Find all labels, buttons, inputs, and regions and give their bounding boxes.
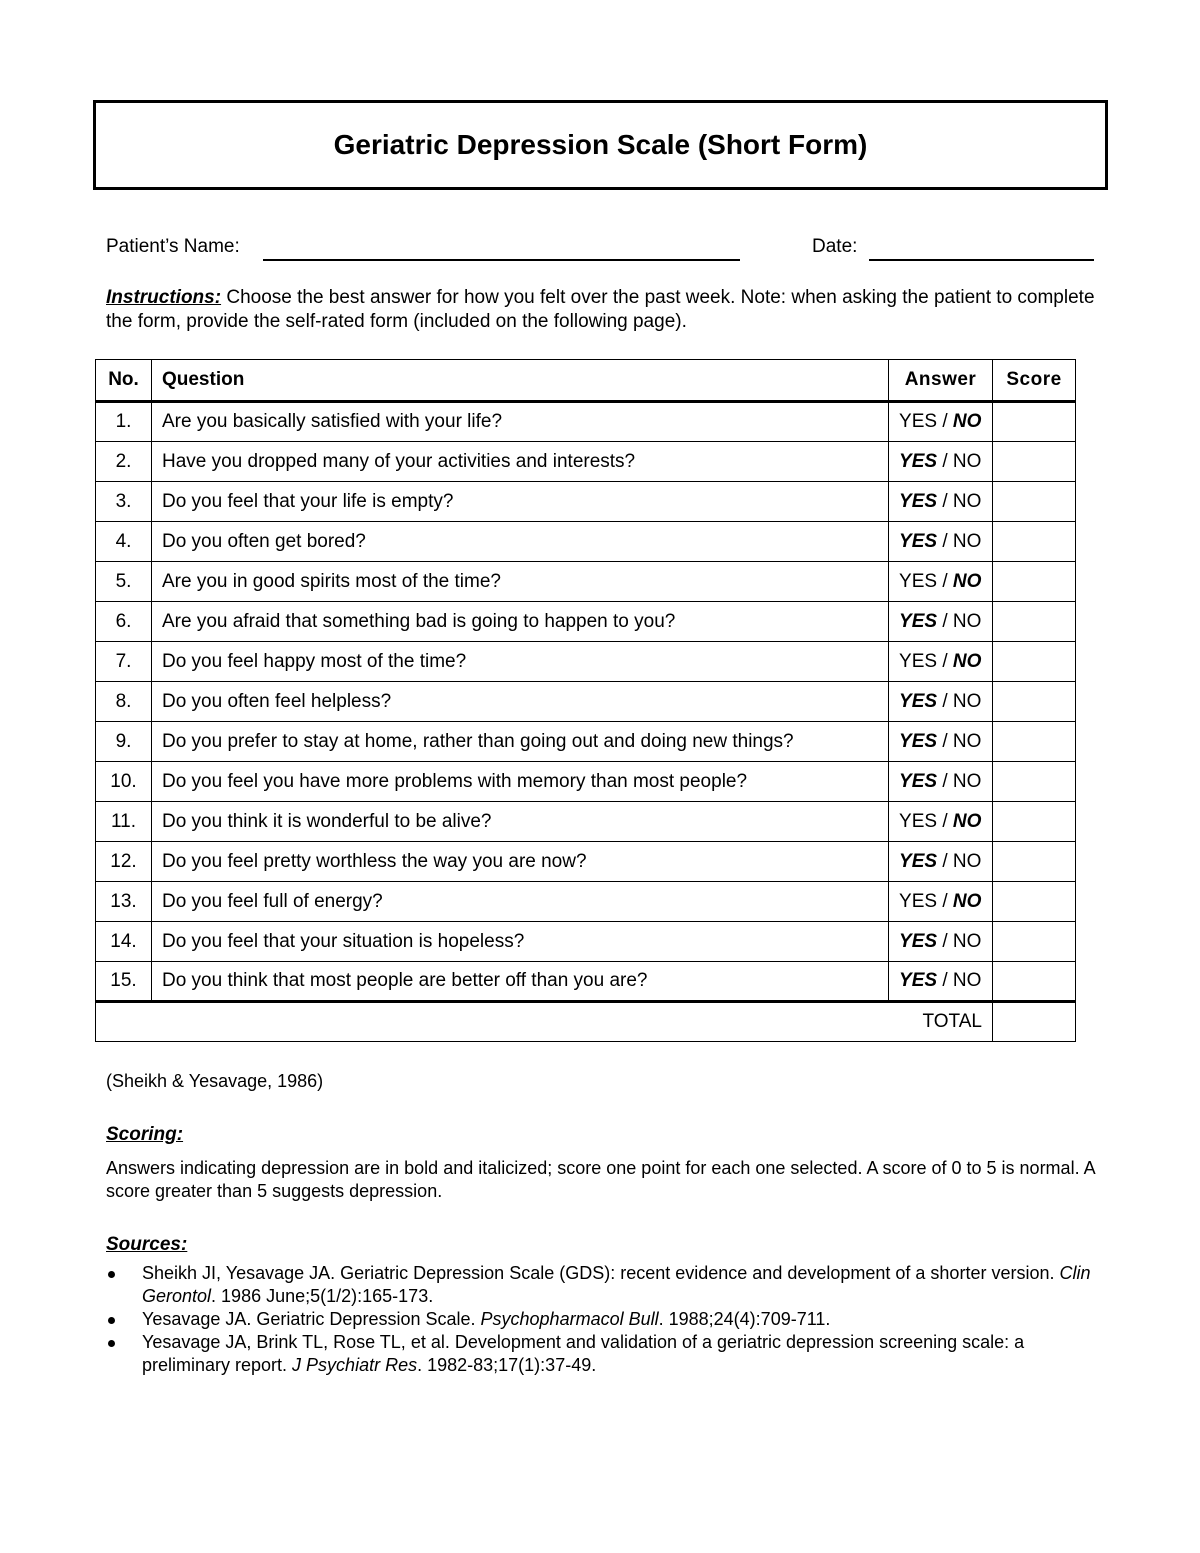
answer-yes[interactable]: YES (899, 930, 938, 952)
row-number: 7. (96, 642, 152, 682)
gds-table (95, 359, 1076, 1042)
row-answer[interactable] (889, 442, 993, 482)
row-question: Do you often get bored? (151, 522, 888, 562)
answer-slash: / (937, 650, 953, 672)
answer-slash: / (937, 411, 953, 432)
row-number: 2. (96, 442, 152, 482)
source-text: Sheikh JI, Yesavage JA. Geriatric Depression Scale (GDS): recent evidence and development of a shorter version. (142, 1263, 1060, 1283)
answer-slash: / (937, 970, 953, 991)
answer-no[interactable]: NO (952, 970, 982, 991)
row-answer[interactable] (889, 682, 993, 722)
source-item (106, 1331, 1096, 1377)
page-title: Geriatric Depression Scale (Short Form) (333, 129, 868, 160)
total-score-cell[interactable] (993, 1002, 1076, 1042)
row-number: 5. (96, 562, 152, 602)
table-row (96, 482, 1076, 522)
answer-no[interactable]: NO (952, 850, 982, 872)
table-row (96, 682, 1076, 722)
row-question: Are you in good spirits most of the time? (151, 562, 888, 602)
row-score-cell[interactable] (993, 442, 1076, 482)
answer-no[interactable]: NO (952, 570, 982, 592)
row-question: Do you think it is wonderful to be alive? (151, 802, 888, 842)
answer-yes[interactable]: YES (899, 690, 938, 712)
row-answer[interactable] (889, 802, 993, 842)
row-question: Do you feel that your situation is hopeless? (151, 922, 888, 962)
table-row (96, 762, 1076, 802)
answer-yes[interactable]: YES (899, 650, 938, 672)
header-no: No. (96, 360, 152, 402)
row-number: 9. (96, 722, 152, 762)
row-score-cell[interactable] (993, 842, 1076, 882)
row-question: Do you feel you have more problems with memory than most people? (151, 762, 888, 802)
answer-yes[interactable]: YES (899, 770, 938, 792)
answer-yes[interactable]: YES (899, 850, 938, 872)
row-answer[interactable] (889, 602, 993, 642)
row-score-cell[interactable] (993, 762, 1076, 802)
table-row (96, 442, 1076, 482)
table-row (96, 842, 1076, 882)
row-answer[interactable] (889, 722, 993, 762)
answer-no[interactable]: NO (952, 890, 982, 912)
row-answer[interactable] (889, 962, 993, 1002)
row-number: 11. (96, 802, 152, 842)
citation: (Sheikh & Yesavage, 1986) (106, 1071, 324, 1091)
answer-slash: / (937, 450, 953, 472)
row-question: Do you feel pretty worthless the way you are now? (151, 842, 888, 882)
row-answer[interactable] (889, 642, 993, 682)
title-box (93, 100, 1108, 190)
source-journal: Clin Gerontol (142, 1263, 1091, 1306)
answer-yes[interactable]: YES (899, 730, 938, 752)
answer-yes[interactable]: YES (899, 610, 938, 632)
date-line[interactable] (869, 259, 1094, 261)
row-number: 10. (96, 762, 152, 802)
source-text: Yesavage JA, Brink TL, Rose TL, et al. Development and validation of a geriatric depression screening scale: a preliminary report. (142, 1332, 1025, 1375)
answer-slash: / (937, 730, 953, 752)
answer-slash: / (937, 490, 953, 512)
row-number: 6. (96, 602, 152, 642)
table-row (96, 922, 1076, 962)
table-row (96, 602, 1076, 642)
row-question: Are you afraid that something bad is going to happen to you? (151, 602, 888, 642)
instructions (106, 286, 1096, 334)
header-score: Score (993, 360, 1076, 402)
answer-no[interactable]: NO (952, 450, 982, 472)
row-score-cell[interactable] (993, 402, 1076, 442)
answer-slash: / (937, 850, 953, 872)
row-number: 8. (96, 682, 152, 722)
row-score-cell[interactable] (993, 482, 1076, 522)
row-question: Do you feel happy most of the time? (151, 642, 888, 682)
answer-yes[interactable]: YES (899, 490, 938, 512)
date-label: Date: (812, 236, 858, 257)
answer-no[interactable]: NO (952, 610, 982, 632)
row-score-cell[interactable] (993, 562, 1076, 602)
row-answer[interactable] (889, 482, 993, 522)
source-item (106, 1308, 1096, 1331)
answer-yes[interactable]: YES (899, 450, 938, 472)
table-row (96, 802, 1076, 842)
row-answer[interactable] (889, 842, 993, 882)
answer-slash: / (937, 770, 953, 792)
patient-name-line[interactable] (263, 259, 740, 261)
row-score-cell[interactable] (993, 522, 1076, 562)
table-row (96, 522, 1076, 562)
table-row (96, 562, 1076, 602)
answer-no[interactable]: NO (952, 411, 982, 432)
row-score-cell[interactable] (993, 722, 1076, 762)
row-number: 3. (96, 482, 152, 522)
row-number: 1. (96, 402, 152, 442)
answer-yes[interactable]: YES (899, 530, 938, 552)
answer-slash: / (937, 890, 953, 912)
row-question: Are you basically satisfied with your life? (151, 402, 888, 442)
answer-slash: / (937, 930, 953, 952)
row-question: Have you dropped many of your activities and interests? (151, 442, 888, 482)
source-details: . 1982-83;17(1):37-49. (417, 1355, 597, 1375)
row-answer[interactable] (889, 882, 993, 922)
row-number: 13. (96, 882, 152, 922)
answer-yes[interactable]: YES (899, 890, 938, 912)
row-answer[interactable] (889, 522, 993, 562)
row-answer[interactable] (889, 562, 993, 602)
answer-no[interactable]: NO (952, 530, 982, 552)
table-row (96, 642, 1076, 682)
table-row (96, 962, 1076, 1002)
header-question: Question (151, 360, 888, 402)
answer-no[interactable]: NO (952, 770, 982, 792)
answer-slash: / (937, 690, 953, 712)
row-number: 15. (96, 962, 152, 1002)
row-score-cell[interactable] (993, 802, 1076, 842)
row-number: 12. (96, 842, 152, 882)
instructions-label: Instructions: (106, 287, 222, 308)
row-question: Do you think that most people are better off than you are? (151, 962, 888, 1002)
instructions-text: Choose the best answer for how you felt over the past week. Note: when asking the patient to complete the form, provide the self-rated form (included on the following page). (106, 287, 1095, 332)
row-answer[interactable] (889, 762, 993, 802)
answer-slash: / (937, 530, 953, 552)
scoring-heading: Scoring: (106, 1124, 184, 1145)
table-row (96, 402, 1076, 442)
answer-yes[interactable]: YES (899, 570, 938, 592)
source-journal: J Psychiatr Res (292, 1355, 418, 1375)
sources-list (106, 1262, 1096, 1377)
answer-no[interactable]: NO (952, 690, 982, 712)
row-number: 4. (96, 522, 152, 562)
patient-info-row (106, 236, 1096, 262)
answer-yes[interactable]: YES (899, 411, 938, 432)
answer-no[interactable]: NO (952, 930, 982, 952)
row-answer[interactable] (889, 922, 993, 962)
source-item (106, 1262, 1096, 1308)
patient-name-label: Patient’s Name: (106, 236, 240, 257)
row-score-cell[interactable] (993, 642, 1076, 682)
sources-heading: Sources: (106, 1234, 188, 1255)
source-text: Yesavage JA. Geriatric Depression Scale. (142, 1309, 481, 1329)
total-label: TOTAL (96, 1002, 993, 1042)
table-header-row (96, 360, 1076, 402)
row-answer[interactable] (889, 402, 993, 442)
table-body (96, 402, 1076, 1002)
row-score-cell[interactable] (993, 922, 1076, 962)
source-journal: Psychopharmacol Bull (480, 1309, 659, 1329)
row-question: Do you prefer to stay at home, rather than going out and doing new things? (151, 722, 888, 762)
answer-no[interactable]: NO (952, 650, 982, 672)
total-row (96, 1002, 1076, 1042)
row-score-cell[interactable] (993, 682, 1076, 722)
row-score-cell[interactable] (993, 962, 1076, 1002)
row-number: 14. (96, 922, 152, 962)
row-question: Do you often feel helpless? (151, 682, 888, 722)
answer-no[interactable]: NO (952, 490, 982, 512)
answer-slash: / (937, 810, 953, 832)
table-row (96, 882, 1076, 922)
answer-no[interactable]: NO (952, 730, 982, 752)
answer-yes[interactable]: YES (899, 970, 938, 991)
scoring-text: Answers indicating depression are in bold and italicized; score one point for each one selected. A score of 0 to 5 is normal. A score greater than 5 suggests depression. (106, 1158, 1095, 1201)
table-row (96, 722, 1076, 762)
source-details: . 1986 June;5(1/2):165-173. (211, 1286, 434, 1306)
answer-slash: / (937, 570, 953, 592)
header-answer: Answer (889, 360, 993, 402)
answer-yes[interactable]: YES (899, 810, 938, 832)
answer-no[interactable]: NO (952, 810, 982, 832)
row-score-cell[interactable] (993, 882, 1076, 922)
row-question: Do you feel that your life is empty? (151, 482, 888, 522)
row-score-cell[interactable] (993, 602, 1076, 642)
source-details: . 1988;24(4):709-711. (658, 1309, 831, 1329)
answer-slash: / (937, 610, 953, 632)
row-question: Do you feel full of energy? (151, 882, 888, 922)
